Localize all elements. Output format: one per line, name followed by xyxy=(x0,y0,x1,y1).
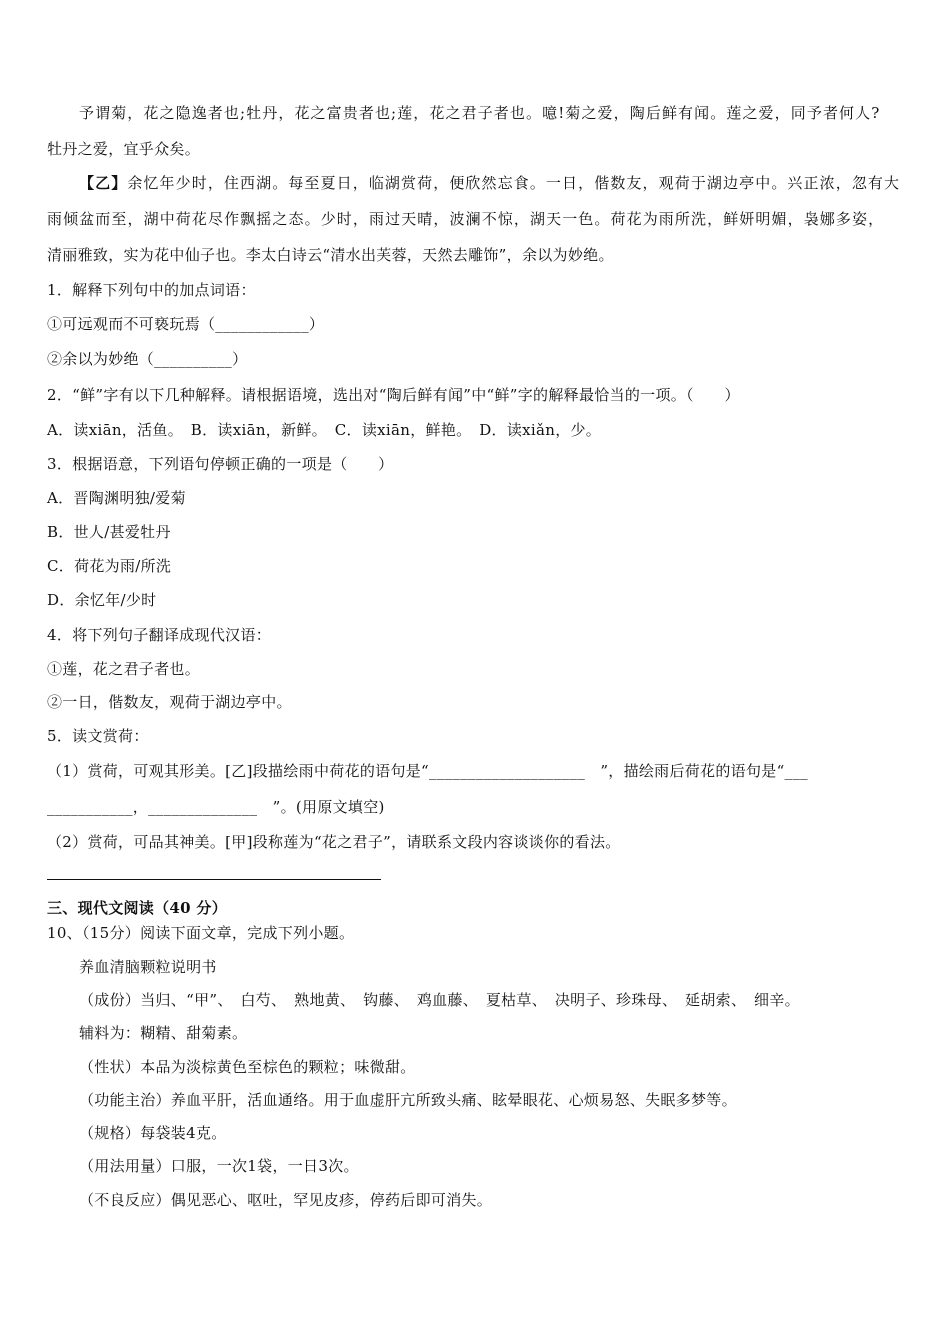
question-3-stem: 3．根据语意，下列语句停顿正确的一项是（ ） xyxy=(47,455,394,473)
leaflet-indications: （功能主治）养血平肝，活血通络。用于血虚肝亢所致头痛、眩晕眼花、心烦易怒、失眠多梦等。 xyxy=(79,1091,737,1109)
question-3-option-a: A．晋陶渊明独/爱菊 xyxy=(47,489,186,507)
question-3-option-c: C．荷花为雨/所洗 xyxy=(47,557,172,575)
question-3-option-d: D．余忆年/少时 xyxy=(47,591,157,609)
question-1-stem: 1．解释下列句中的加点词语： xyxy=(47,281,256,299)
passage-b-tag: 【乙】 xyxy=(79,174,128,192)
passage-b-line-1-text: 余忆年少时，住西湖。每至夏日，临湖赏荷，便欣然忘食。一日，偕数友，观荷于湖边亭中。兴正浓，忽有大 xyxy=(127,174,901,192)
question-4-stem: 4．将下列句子翻译成现代汉语： xyxy=(47,626,272,644)
passage-b-line-1 xyxy=(79,172,900,194)
question-10-intro: 10、（15分）阅读下面文章，完成下列小题。 xyxy=(47,924,355,942)
leaflet-spec: （规格）每袋装4克。 xyxy=(79,1124,227,1142)
leaflet-adverse: （不良反应）偶见恶心、呕吐，罕见皮疹，停药后即可消失。 xyxy=(79,1191,493,1209)
question-2-stem: 2．“鲜”字有以下几种解释。请根据语境，选出对“陶后鲜有闻”中“鲜”字的解释最恰当的一项。（ ） xyxy=(47,386,740,404)
question-5-part-1-line-1: （1）赏荷，可观其形美。[乙]段描绘雨中荷花的语句是“____________________ ”，描绘雨后荷花的语句是“___ xyxy=(47,762,808,780)
question-4-item-1: ①莲，花之君子者也。 xyxy=(47,660,201,678)
section-3-heading: 三、现代文阅读（40 分） xyxy=(47,899,227,917)
leaflet-dosage: （用法用量）口服，一次1袋，一日3次。 xyxy=(79,1157,359,1175)
question-2-options: A．读xiān，活鱼。 B．读xiān，新鲜。 C．读xiān，鲜艳。 D．读xiǎn，少。 xyxy=(47,421,602,439)
passage-a-line-2: 牡丹之爱，宜乎众矣。 xyxy=(47,140,201,158)
passage-a-line-1: 予谓菊，花之隐逸者也;牡丹，花之富贵者也;莲，花之君子者也。噫!菊之爱，陶后鲜有闻。莲之爱，同予者何人? xyxy=(79,104,881,122)
leaflet-title: 养血清脑颗粒说明书 xyxy=(79,958,217,976)
leaflet-ingredients: （成份）当归、“甲”、 白芍、 熟地黄、 钩藤、 鸡血藤、 夏枯草、 决明子、珍珠母、 延胡索、 细辛。 xyxy=(79,991,800,1009)
question-4-item-2: ②一日，偕数友，观荷于湖边亭中。 xyxy=(47,693,292,711)
question-5-part-1-line-2: ___________，______________ ”。(用原文填空) xyxy=(47,798,385,816)
leaflet-excipients: 辅料为：糊精、甜菊素。 xyxy=(79,1024,248,1042)
passage-b-line-2: 雨倾盆而至，湖中荷花尽作飘摇之态。少时，雨过天晴，波澜不惊，湖天一色。荷花为雨所洗，鲜妍明媚，袅娜多姿， xyxy=(47,210,885,228)
question-5-stem: 5．读文赏荷： xyxy=(47,727,149,745)
question-3-option-b: B．世人/甚爱牡丹 xyxy=(47,523,171,541)
question-1-item-1: ①可远观而不可亵玩焉（____________） xyxy=(47,315,325,333)
passage-b-line-3: 清丽雅致，实为花中仙子也。李太白诗云“清水出芙蓉，天然去雕饰”，余以为妙绝。 xyxy=(47,246,614,264)
leaflet-properties: （性状）本品为淡棕黄色至棕色的颗粒；味微甜。 xyxy=(79,1058,416,1076)
question-5-part-2: （2）赏荷，可品其神美。[甲]段称莲为“花之君子”，请联系文段内容谈谈你的看法。 xyxy=(47,833,621,851)
answer-line xyxy=(47,879,381,880)
question-1-item-2: ②余以为妙绝（__________） xyxy=(47,350,248,368)
